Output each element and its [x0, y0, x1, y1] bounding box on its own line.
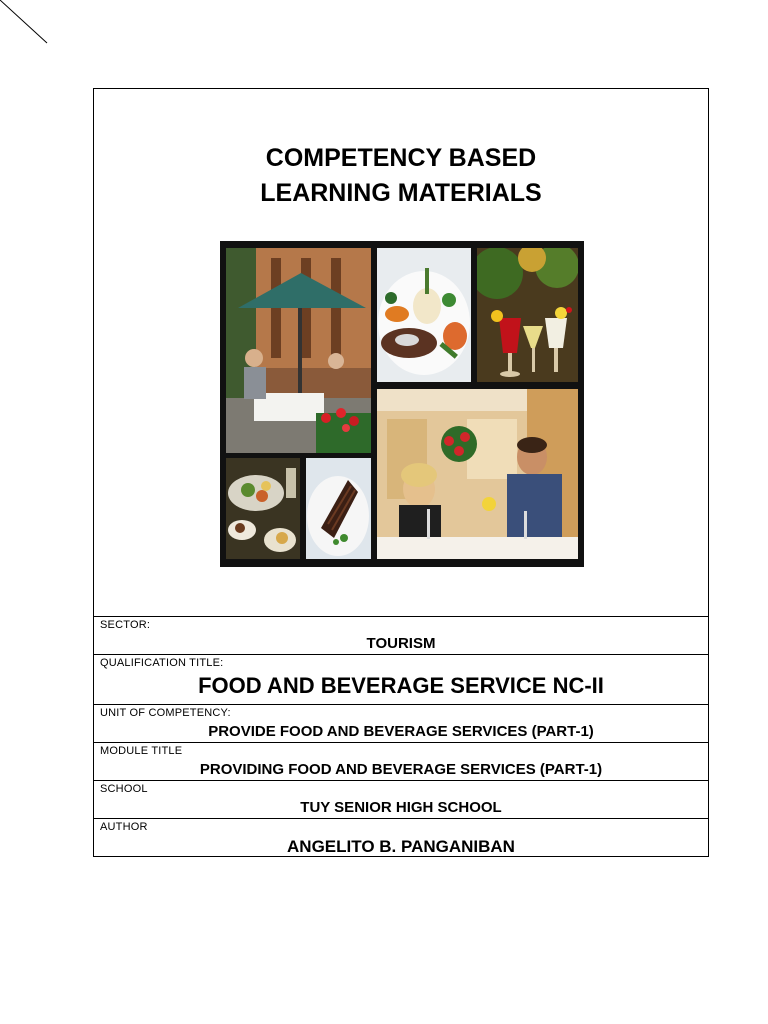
qualification-row — [94, 654, 708, 704]
qualification-label: QUALIFICATION TITLE: — [100, 657, 224, 669]
unit-row — [94, 704, 708, 742]
unit-label: UNIT OF COMPETENCY: — [100, 707, 231, 719]
school-label: SCHOOL — [100, 783, 148, 795]
cover-frame — [93, 88, 709, 857]
module-label: MODULE TITLE — [100, 745, 183, 757]
module-value: PROVIDING FOOD AND BEVERAGE SERVICES (PART-1) — [199, 761, 603, 778]
cover-title — [94, 141, 708, 211]
module-row — [94, 742, 708, 780]
sector-label: SECTOR: — [100, 619, 151, 631]
restaurant-patio-photo — [226, 248, 371, 453]
title-line-1: COMPETENCY BASED — [265, 144, 537, 172]
unit-value: PROVIDE FOOD AND BEVERAGE SERVICES (PART-1) — [208, 723, 594, 740]
photo-collage — [220, 241, 584, 567]
buffet-photo — [226, 458, 300, 559]
title-line-2: LEARNING MATERIALS — [260, 179, 542, 207]
steak-plate-photo — [377, 248, 471, 382]
school-row — [94, 780, 708, 818]
sector-row — [94, 616, 708, 654]
cocktails-photo — [477, 248, 578, 382]
info-table — [94, 616, 708, 856]
cake-slice-photo — [306, 458, 371, 559]
author-value: ANGELITO B. PANGANIBAN — [287, 837, 515, 856]
sector-value: TOURISM — [366, 635, 436, 652]
school-value: TUY SENIOR HIGH SCHOOL — [300, 799, 502, 816]
couple-dining-photo — [377, 389, 578, 559]
author-label: AUTHOR — [100, 821, 148, 833]
corner-fold-line — [0, 0, 48, 44]
qualification-value: FOOD AND BEVERAGE SERVICE NC-II — [198, 673, 604, 698]
author-row — [94, 818, 708, 858]
